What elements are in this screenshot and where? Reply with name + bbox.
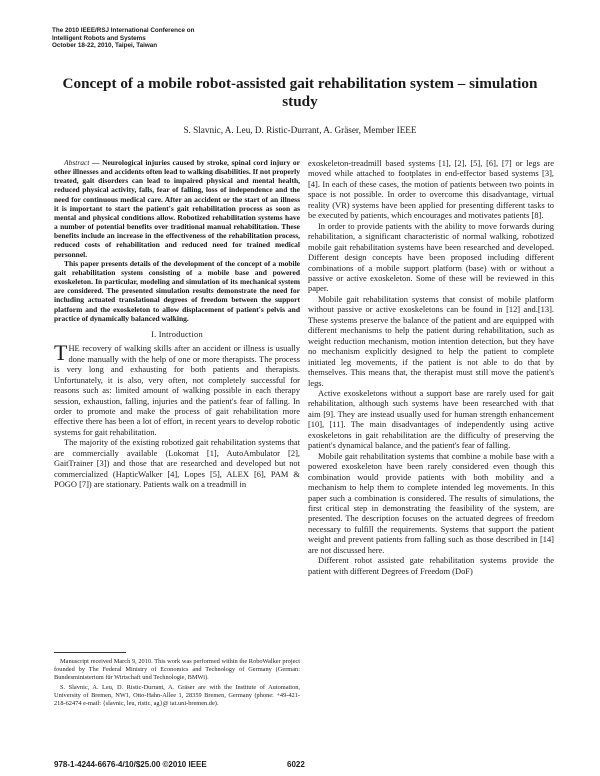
body-paragraph: In order to provide patients with the ability to move forwards during rehabilitation, a significant characteristic of normal walking, robotized mobile gait rehabilitation systems have been researched and developed. Different design concepts have been proposed including different combinations of a mobile support platform (base) with or without a passive or active exoskeleton. Some of these will be reviewed in this paper. bbox=[308, 220, 554, 294]
body-paragraph bbox=[54, 340, 300, 437]
abstract-paragraph: This paper presents details of the development of the concept of a mobile gait rehabilitation system consisting of a mobile base and powered exoskeleton. In particular, modeling and simulation of its mechanical system are considered. The presented simulation results demonstrate the need for including actuated translational degrees of freedom between the support platform and the exoskeleton to allow displacement of patient's pelvis and practice of dynamically balanced walking. bbox=[54, 258, 300, 323]
paper-authors: S. Slavnic, A. Leu, D. Ristic-Durrant, A. Gräser, Member IEEE bbox=[183, 125, 417, 135]
abstract-text: — Neurological injuries caused by stroke, spinal cord injury or other illnesses and accidents often lead to walking disabilities. If not properly treated, gait disorders can lead to impaired physical and mental health, reduced physical activity, falls, fear of falling, loss of independence and the need for continuous medical care. After an accident or the start of an illness it is important to start the patient's gait rehabilitation process as soon as mental and physical conditions allow. Robotized rehabilitation systems have a number of potential benefits over traditional manual rehabilitation. These benefits include an increase in the effectiveness of the rehabilitation process, reduced costs of rehabilitation and reduced need for trained medical personnel. bbox=[54, 158, 301, 259]
footnotes bbox=[54, 658, 300, 709]
body-paragraph: Mobile gait rehabilitation systems that consist of mobile platform without passive or active exoskeletons can be found in [12] and.[13]. These systems preserve the balance of the patient and are equipped with different mechanisms to help the patient during rehabilitation, such as weight reduction mechanism, motion intention detection, but they have no mechanism explicitly designed to help the patient to complete initiated leg movements, if the patient is not able to do that by themselves. This means that, the therapist must still move the patient's legs. bbox=[308, 293, 554, 388]
body-paragraph: exoskeleton-treadmill based systems [1], [2], [5], [6], [7] or legs are moved while attached to footplates in end-effector based systems [3], [4]. In each of these cases, the motion of patients between two points in space is not possible. In order to overcome this disadvantage, virtual reality (VR) systems have been applied for presenting different tasks to be executed by patients, which encourages and motivates patients [8]. bbox=[308, 158, 554, 221]
body-paragraph: Different robot assisted gate rehabilitation systems provide the patient with different Degrees of Freedom (DoF) bbox=[308, 555, 554, 576]
body-paragraph: Active exoskeletons without a support base are rarely used for gait rehabilitation, although such systems have been researched with that aim [9]. They are instead usually used for human strength enhancement [10], [11]. The main disadvantages of independently using active exoskeletons in gait rehabilitation are the difficulty of preserving the patient's dynamical balance, and the patient's fear of falling. bbox=[308, 387, 554, 451]
footnote: Manuscript received March 9, 2010. This work was performed within the RoboWalker project founded by The Federal Ministry of Economics and Technology of Germany (German: Bundesministerium für Wirtschaft und Technologie, BMWi). bbox=[54, 658, 300, 682]
left-column bbox=[54, 158, 300, 490]
intro-text: HE recovery of walking skills after an accident or illness is usually done manually with the help of one or more therapists. The process is very long and exhausting for both patients and therapists. Unfortunately, it is also, very often, not completely successful for reasons such as: limited amount of walking possible in each therapy session, exhaustion, falling, injuries and the patient's fear of falling. In order to promote and make the process of gait rehabilitation more effective there has been a lot of effort, in recent years to develop robotic systems for gait rehabilitation. bbox=[54, 343, 300, 437]
body-paragraph: Mobile gait rehabilitation systems that combine a mobile base with a powered exoskeleton have been rarely considered even though this combination would provide patients with both mobility and a mechanism to help them to complete intended leg movements. In this paper such a combination is considered. The results of simulations, the first critical step in demonstrating the feasibility of the system, are presented. The description focuses on the actuated degrees of freedom necessary to fulfill the requirements. Systems that support the patient weight and prevent patients from falling such as those described in [14] are not discussed here. bbox=[308, 450, 554, 555]
section-heading: I. Introduction bbox=[151, 328, 203, 339]
abstract-label: Abstract bbox=[64, 158, 90, 167]
page-number: 6022 bbox=[287, 760, 305, 769]
drop-cap: T bbox=[54, 340, 68, 366]
footer-isbn: 978-1-4244-6676-4/10/$25.00 ©2010 IEEE bbox=[54, 760, 207, 769]
right-column bbox=[308, 158, 554, 576]
paper-title: Concept of a mobile robot-assisted gait rehabilitation system – simulation study bbox=[62, 75, 538, 110]
conference-header bbox=[52, 27, 352, 50]
footnote: S. Slavnic, A. Leu, D. Ristic-Durrant, A. Gräser are with the Institute of Automation, University of Bremen, NW1, Otto-Hahn-Allee 1, 28359 Bremen, Germany (phone: +49-421-218-62474 e-mail: {slavnic, leu, ristic, ag}@ iat.uni-bremen.de). bbox=[54, 683, 300, 708]
abstract-paragraph bbox=[54, 158, 300, 259]
body-paragraph: The majority of the existing robotized gait rehabilitation systems that are commercially available (Lokomat [1], AutoAmbulator [2], GaitTrainer [3]) and those that are researched and developed but not commercialized (HapticWalker [4], Lopes [5], ALEX [6], PAM & POGO [7]) are stationary. Patients walk on a treadmill in bbox=[54, 437, 300, 490]
conference-line: Intelligent Robots and Systems bbox=[52, 34, 146, 42]
conference-line: The 2010 IEEE/RSJ International Conference on bbox=[52, 27, 195, 34]
footnote-rule bbox=[54, 652, 126, 653]
conference-line: October 18-22, 2010, Taipei, Taiwan bbox=[52, 42, 158, 50]
abstract bbox=[54, 158, 300, 323]
